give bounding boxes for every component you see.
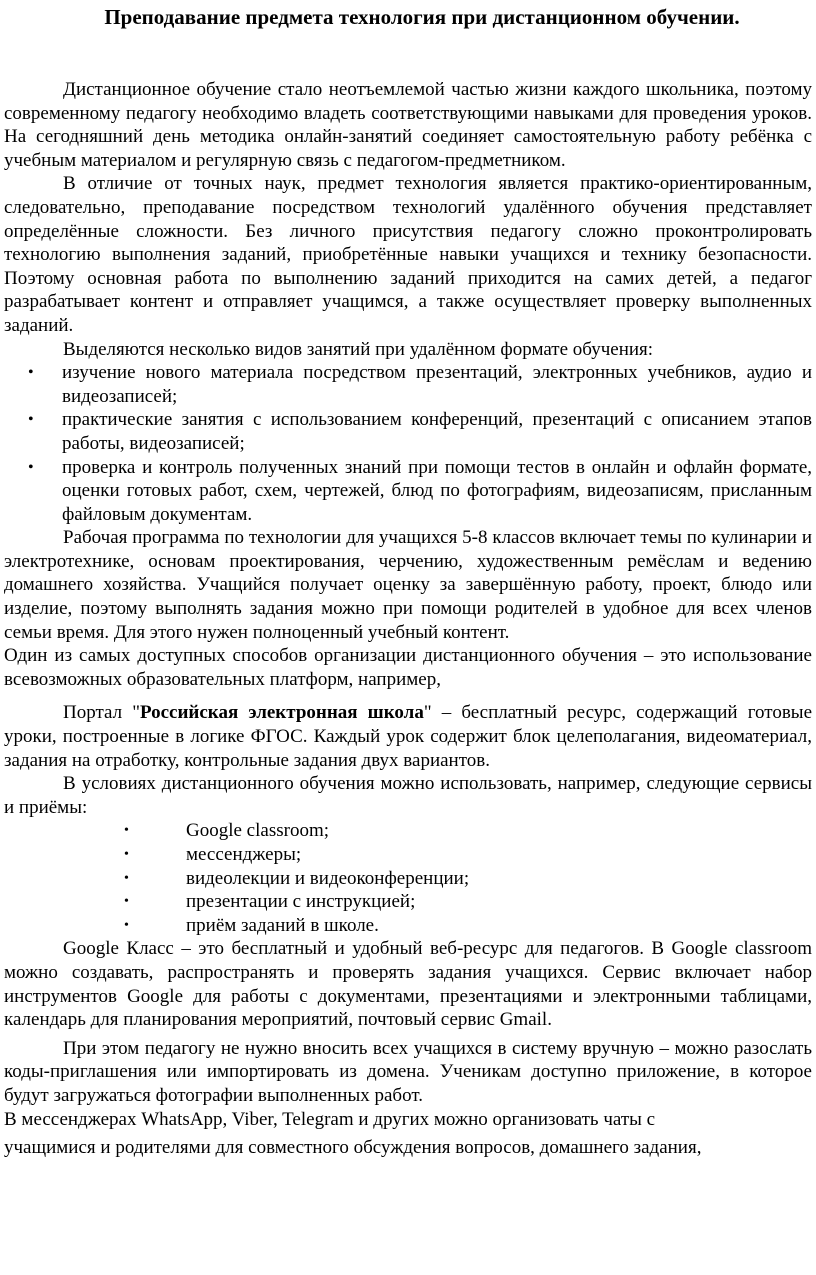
portal-description: " – бесплатный ресурс, содержащий готовые уроки, построенные в логике ФГОС. Каждый урок содержит блок целеполагания, видеоматериал, задания на отработку, контрольные задания двух вариантов. — [4, 702, 812, 771]
list-item — [4, 867, 812, 891]
list-item-text: проверка и контроль полученных знаний при помощи тестов в онлайн и офлайн формате, оценки готовых работ, схем, чертежей, блюд по фотографиям, видеозаписям, присланным файловым документам. — [62, 456, 812, 525]
portal-name: Российская электронная школа — [139, 702, 424, 724]
list-item — [4, 843, 812, 867]
list-item-text: мессенджеры; — [186, 844, 302, 865]
list-item — [4, 456, 812, 527]
list-item-text: практические занятия с использованием конференций, презентаций с описанием этапов работы, видеозаписей; — [62, 409, 812, 454]
paragraph-portal — [4, 701, 812, 772]
bullet-icon: • — [124, 917, 129, 933]
bullet-icon: • — [28, 411, 34, 429]
bullet-icon: • — [124, 823, 129, 839]
list-item — [4, 361, 812, 408]
list-item-text: изучение нового материала посредством презентаций, электронных учебников, аудио и видеозаписей; — [62, 362, 812, 407]
paragraph-messengers-line1: В мессенджерах WhatsApp, Viber, Telegram и других можно организовать чаты с — [4, 1108, 656, 1130]
list-item-text: видеолекции и видеоконференции; — [186, 867, 470, 889]
list-item — [4, 408, 812, 455]
paragraph-lesson-types-intro: Выделяются несколько видов занятий при удалённом формате обучения: — [63, 338, 654, 360]
list-item — [4, 819, 812, 843]
bullet-icon: • — [124, 870, 129, 886]
document-title: Преподавание предмета технология при дистанционном обучении. — [104, 5, 740, 29]
list-item-text: приём заданий в школе. — [186, 914, 379, 936]
paragraph-gap — [4, 691, 812, 701]
paragraph-services-intro: В условиях дистанционного обучения можно использовать, например, следующие сервисы и приёмы: — [4, 773, 812, 818]
paragraph-platforms: Один из самых доступных способов организации дистанционного обучения – это использование всевозможных образовательных платформ, например, — [4, 645, 812, 690]
portal-prefix: Портал " — [63, 702, 140, 724]
services-list — [4, 819, 812, 937]
list-item — [4, 914, 812, 938]
paragraph-messengers-line2: учащимися и родителями для совместного обсуждения вопросов, домашнего задания, — [4, 1137, 702, 1159]
paragraph-google-classroom: Google Класс – это бесплатный и удобный веб-ресурс для педагогов. В Google classroom можно создавать, распространять и проверять задания учащихся. Сервис включает набор инструментов Google для работы с документами, презентациями и электронными таблицами, календарь для планирования мероприятий, почтовый сервис Gmail. — [4, 938, 812, 1031]
lesson-types-list — [4, 361, 812, 526]
paragraph-technology-difference: В отличие от точных наук, предмет технология является практико-ориентированным, следовательно, преподавание посредством технологий удалённого обучения представляет определённые сложности. Без личного присутствия педагогу сложно проконтролировать технологию выполнения заданий, приобретённые навыки учащихся и технику безопасности. Поэтому основная работа по выполнению заданий приходится на самих детей, а педагог разрабатывает контент и отправляет учащимся, а также осуществляет проверку выполненных заданий. — [4, 173, 812, 336]
bullet-icon: • — [124, 894, 129, 910]
bullet-icon: • — [124, 847, 129, 862]
paragraph-work-program: Рабочая программа по технологии для учащихся 5-8 классов включает темы по кулинарии и электротехнике, основам проектирования, черчению, художественным ремёслам и ведению домашнего хозяйства. Учащийся получает оценку за завершённую работу, проект, блюдо или изделие, поэтому выполнять задания можно при помощи родителей в удобное для всех членов семьи время. Для этого нужен полноценный учебный контент. — [4, 527, 812, 643]
list-item-text: Google classroom; — [186, 820, 330, 842]
title-spacer — [4, 30, 812, 78]
list-item — [4, 890, 812, 914]
list-item-text: презентации с инструкцией; — [186, 891, 416, 913]
bullet-icon: • — [28, 458, 34, 476]
paragraph-invitations: При этом педагогу не нужно вносить всех учащихся в систему вручную – можно разослать коды-приглашения или импортировать из домена. Ученикам доступно приложение, в которое будут загружаться фотографии выполненных работ. — [4, 1037, 812, 1106]
bullet-icon: • — [28, 364, 34, 382]
paragraph-intro: Дистанционное обучение стало неотъемлемой частью жизни каждого школьника, поэтому современному педагогу необходимо владеть соответствующими навыками для проведения уроков. На сегодняшний день методика онлайн-занятий соединяет самостоятельную работу ребёнка с учебным материалом и регулярную связь с педагогом-предметником. — [4, 79, 812, 171]
